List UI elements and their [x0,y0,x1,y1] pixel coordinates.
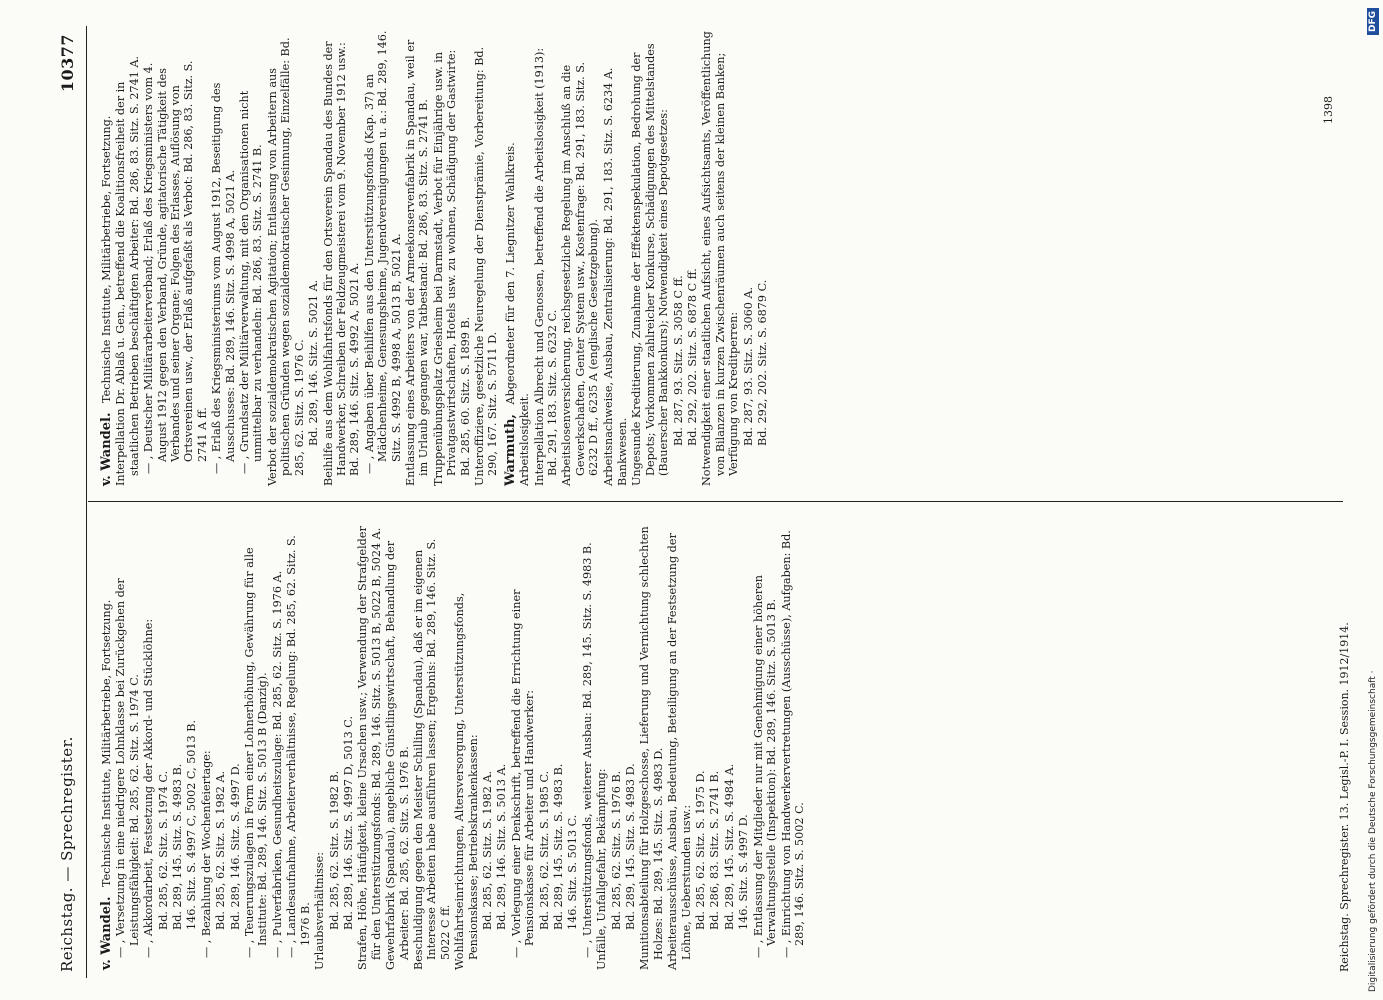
register-entry: — , Bezahlung der Wochenfeiertage: [199,750,213,958]
register-entry: Bd. 285, 62. Sitz. S. 1982 A. [480,770,494,930]
register-entry: 146. Sitz. S. 4997 D. [737,814,751,930]
register-entry: Urlaubsverhältnisse: [313,851,327,970]
register-entry: Arbeitslosenversicherung, reichsgesetzliche Regelung im Anschluß an die Gewerkschaften, Genter System usw., Kostenfrage: Bd. 291, 183. Sitz. S. 6232 D ff., 6235 A (englische Gesetzgebung). [560,61,601,486]
register-entry: Bd. 292, 202. Sitz. S. 6878 C ff. [686,268,700,446]
register-entry: Bd. 289, 145. Sitz. S. 4983 D. [624,763,638,930]
register-entry: Bd. 289, 145. Sitz. S. 4984 A. [722,763,736,930]
register-entry: Bd. 289, 146. Sitz. S. 5021 A. [307,279,321,446]
register-entry: — , Akkordarbeit, Festsetzung der Akkord- und Stücklöhne: [142,618,156,958]
register-entry: Bd. 286, 83. Sitz. S. 2741 B. [708,770,722,930]
register-entry: Bankwesen. [616,417,630,486]
register-entry: Arbeiterausschüsse, Ausbau, Bedeutung, Beteiligung an der Festsetzung der Löhne, Ueberstunden usw.: [666,533,693,970]
register-entry: Wohlfahrtseinrichtungen, Altersversorgung, Unterstützungsfonds, Pensionskasse; Betriebskrankenkassen: [453,592,480,970]
right-column-heading [100,30,113,486]
continuation-heading: Technische Institute, Militärbetriebe, Fortsetzung. [100,599,113,887]
register-entry: Interpellation Albrecht und Genossen, betreffend die Arbeitslosigkeit (1913): Bd. 291, 183. Sitz. S. 6232 C. [532,47,559,486]
left-entries [114,522,806,970]
register-entry: Bd. 287, 93. Sitz. S. 3060 A. [741,286,755,446]
footer-page-number: 1398 [1322,96,1335,124]
register-entry: Bd. 285, 62. Sitz. S. 1982 A. [214,770,228,930]
register-entry: Bd. 289, 145. Sitz. S. 4983 B. [171,763,185,930]
register-entry: — , Versetzung in eine niedrigere Lohnklasse bei Zurückgehen der Leistungsfähigkeit: Bd. 285, 62. Sitz. S. 1974 C. [114,578,141,958]
register-entry: Strafen, Höhe, Häufigkeit, kleine Ursachen usw.; Verwendung der Strafgelder für den Unterstützungsfonds: Bd. 289, 146. Sitz. S. 5013 B, 5022 B, 5024 A. [356,526,383,970]
register-entry: Bd. 285, 62. Sitz. S. 1982 B. [327,770,341,930]
register-entry: Unfälle, Unfallgefahr, Bekämpfung: [595,768,609,970]
register-entry: — , Teuerungszulagen in Form einer Lohnerhöhung, Gewährung für alle Institute: Bd. 289, 146. Sitz. S. 5013 B (Danzig). [243,547,270,958]
register-entry: Bd. 285, 62. Sitz. S. 1985 C. [537,770,551,930]
footer-text: Reichstag. Sprechregister. 13. Legisl.-P. I. Session. 1912/1914. [1338,622,1351,972]
register-entry: Bd. 289, 146. Sitz. S. 5013 A. [495,763,509,930]
register-entry: — , Grundsatz der Militärverwaltung, mit den Organisationen nicht unmittelbar zu verhandeln: Bd. 286, 83. Sitz. S. 2741 B. [238,90,265,474]
register-entry: Ungesunde Kreditierung, Zunahme der Effektenspekulation, Bedrohung der Depots; Vorkommen zahlreicher Konkurse, Schädigungen des Mittelstandes (Bauerscher Bankkonkurs); Notwendigkeit eines Depotgesetzes: [630,43,671,486]
page-number-header: 10377 [58,34,77,93]
running-header-left: Reichstag. — Sprechregister. [58,736,76,972]
speaker-name: v. Wandel. [99,896,114,970]
register-entry: — , Unterstützungsfonds, weiterer Ausbau: Bd. 289, 145. Sitz. S. 4983 B. [580,542,594,958]
left-column [100,522,807,970]
register-entry: Bd. 289, 145. Sitz. S. 4983 B. [552,763,565,930]
register-entry: Interpellation Dr. Ablaß u. Gen., betreffend die Koalitionsfreiheit der in staatlichen Betrieben beschäftigten Arbeiter: Bd. 286, 83. Sitz. S. 2741 A. [114,55,141,486]
register-entry: Beschuldigung gegen den Meister Schilling (Spandau), daß er im eigenen Interesse Arbeiten habe ausführen lassen; Ergebnis: Bd. 289, 146. Sitz. S. 5022 C ff. [411,538,452,970]
register-entry: Beihilfe aus dem Wohlfahrtsfonds für den Ortsverein Spandau des Bundes der Handwerker, Schreiben der Feldzeugmeisterei vom 9. November 1912 usw.: Bd. 289, 146. Sitz. S. 4992 A, 5021 A. [321,41,362,486]
register-entry: — , Deutscher Militärarbeiterverband; Erlaß des Kriegsministers vom 4. August 1912 gegen den Verband, Gründe, agitatorische Tätigkeit des Verbandes und seiner Organe; Folgen des Erlasses, Auflösung von Ortsvereinen usw., der Erlaß aufgefaßt als Verbot: Bd. 286, 83. Sitz. S. 2741 A ff. [142,60,209,474]
left-column-heading [100,522,113,970]
register-entry: Bd. 289, 146. Sitz. S. 4997 D. [228,763,242,930]
dfg-logo: DFG [1367,8,1379,35]
register-entry: — , Angaben über Beihilfen aus den Unterstützungsfonds (Kap. 37) an Mädchenheime, Genesungsheime, Jugendvereinigungen u. a.: Bd. 289, 146. Sitz. S. 4992 B, 4998 A, 5013 B, 5021 A. [362,30,403,474]
register-entry: — , Entlassung der Mitglieder nur mit Genehmigung einer höheren Verwaltungsstelle (Inspektion): Bd. 289, 146. Sitz. S. 5013 B. [751,575,779,958]
register-entry: Bd. 285, 62. Sitz. S. 1974 C. [156,770,170,930]
register-entry: Bd. 287, 93. Sitz. S. 3058 C ff. [671,275,685,446]
column-divider [88,501,1343,502]
register-entry: Bd. 289, 146. Sitz. S. 4997 D, 5013 C. [341,715,355,930]
section-heading [504,30,517,486]
speaker-name: Warmuth, [502,414,518,486]
register-entry: Entlassung eines Arbeiters von der Armeekonservenfabrik in Spandau, weil er im Urlaub gegangen war, Tatbestand: Bd. 286, 83. Sitz. S. 2741 B. [403,39,431,486]
register-entry: Unteroffiziere, gesetzliche Neuregelung der Dienstprämie, Vorbereitung: Bd. 290, 167. Sitz. S. 5711 D. [472,46,500,486]
digitization-strip [1366,0,1383,1000]
register-entry: 146. Sitz. S. 4997 C, 5002 C, 5013 B. [185,720,199,930]
right-column [100,30,771,486]
register-entry: 146. Sitz. S. 5013 C. [566,814,580,930]
register-entry: — , Vorlegung einer Denkschrift, betreffend die Errichtung einer Pensionskasse für Arbeiter und Handwerker: [509,589,537,958]
register-entry: Bd. 285, 62. Sitz. S. 1975 D. [694,770,708,930]
digitization-notice: Digitalisierung gefördert durch die Deutsche Forschungsgemeinschaft · [1368,670,1378,992]
register-entry: Notwendigkeit einer staatlichen Aufsicht, eines Aufsichtsamts, Veröffentlichung von Bilanzen in kurzen Zwischenräumen auch seitens der kleinen Banken; Verfügung von Kreditperren: [700,31,741,486]
right-entries [114,30,499,486]
register-entry: — , Einrichtung von Handwerkervertretungen (Ausschüsse), Aufgaben: Bd. 289, 146. Sitz. S. 5002 C. [779,530,806,958]
register-entry: Bd. 292, 202. Sitz. S. 6879 C. [756,279,770,446]
register-entry: Gewehrfabrik (Spandau), angebliche Günstlingswirtschaft, Behandlung der Arbeiter: Bd. 285, 62. Sitz. S. 1976 B. [384,540,411,970]
register-entry: — , Erlaß des Kriegsministeriums vom August 1912, Beseitigung des Ausschusses: Bd. 289, 146. Sitz. S. 4998 A, 5021 A. [210,82,237,474]
register-entry: — , Landesaufnahme, Arbeiterverhältnisse, Regelung: Bd. 285, 62. Sitz. S. 1976 B. [285,535,312,958]
continuation-heading: Technische Institute, Militärbetriebe, Fortsetzung. [100,115,113,403]
register-entry: Munitionsabteilung für Holzgeschosse, Lieferung und Vernichtung schlechten Holzes: Bd. 289, 145. Sitz. S. 4983 D. [638,526,665,970]
register-entry: Arbeitsnachweise, Ausbau, Zentralisierung: Bd. 291, 183. Sitz. S. 6234 A. [601,67,615,486]
register-entry: — , Pulverfabriken, Gesundheitszulage: Bd. 285, 62. Sitz. S. 1976 A. [270,570,284,958]
register-entry: Arbeitslosigkeit. [518,393,532,486]
section-entries [518,30,769,486]
speaker-name: v. Wandel. [99,412,114,486]
header-rule [86,26,87,978]
register-entry: Bd. 285, 62. Sitz. S. 1976 B. [609,770,623,930]
speaker-description: Abgeordneter für den 7. Liegnitzer Wahlkreis. [503,142,517,405]
register-entry: Verbot der sozialdemokratischen Agitation; Entlassung von Arbeitern aus politischen Gründen wegen sozialdemokratischer Gesinnung, Einzelfälle: Bd. 285, 62. Sitz. S. 1976 C. [265,37,306,486]
register-entry: Truppenübungsplatz Griesheim bei Darmstadt, Verbot für Einjährige usw. in Privatgastwirtschaften, Hotels usw. zu wohnen, Schädigung der Gastwirte: Bd. 285, 60. Sitz. S. 1899 B. [431,49,472,486]
